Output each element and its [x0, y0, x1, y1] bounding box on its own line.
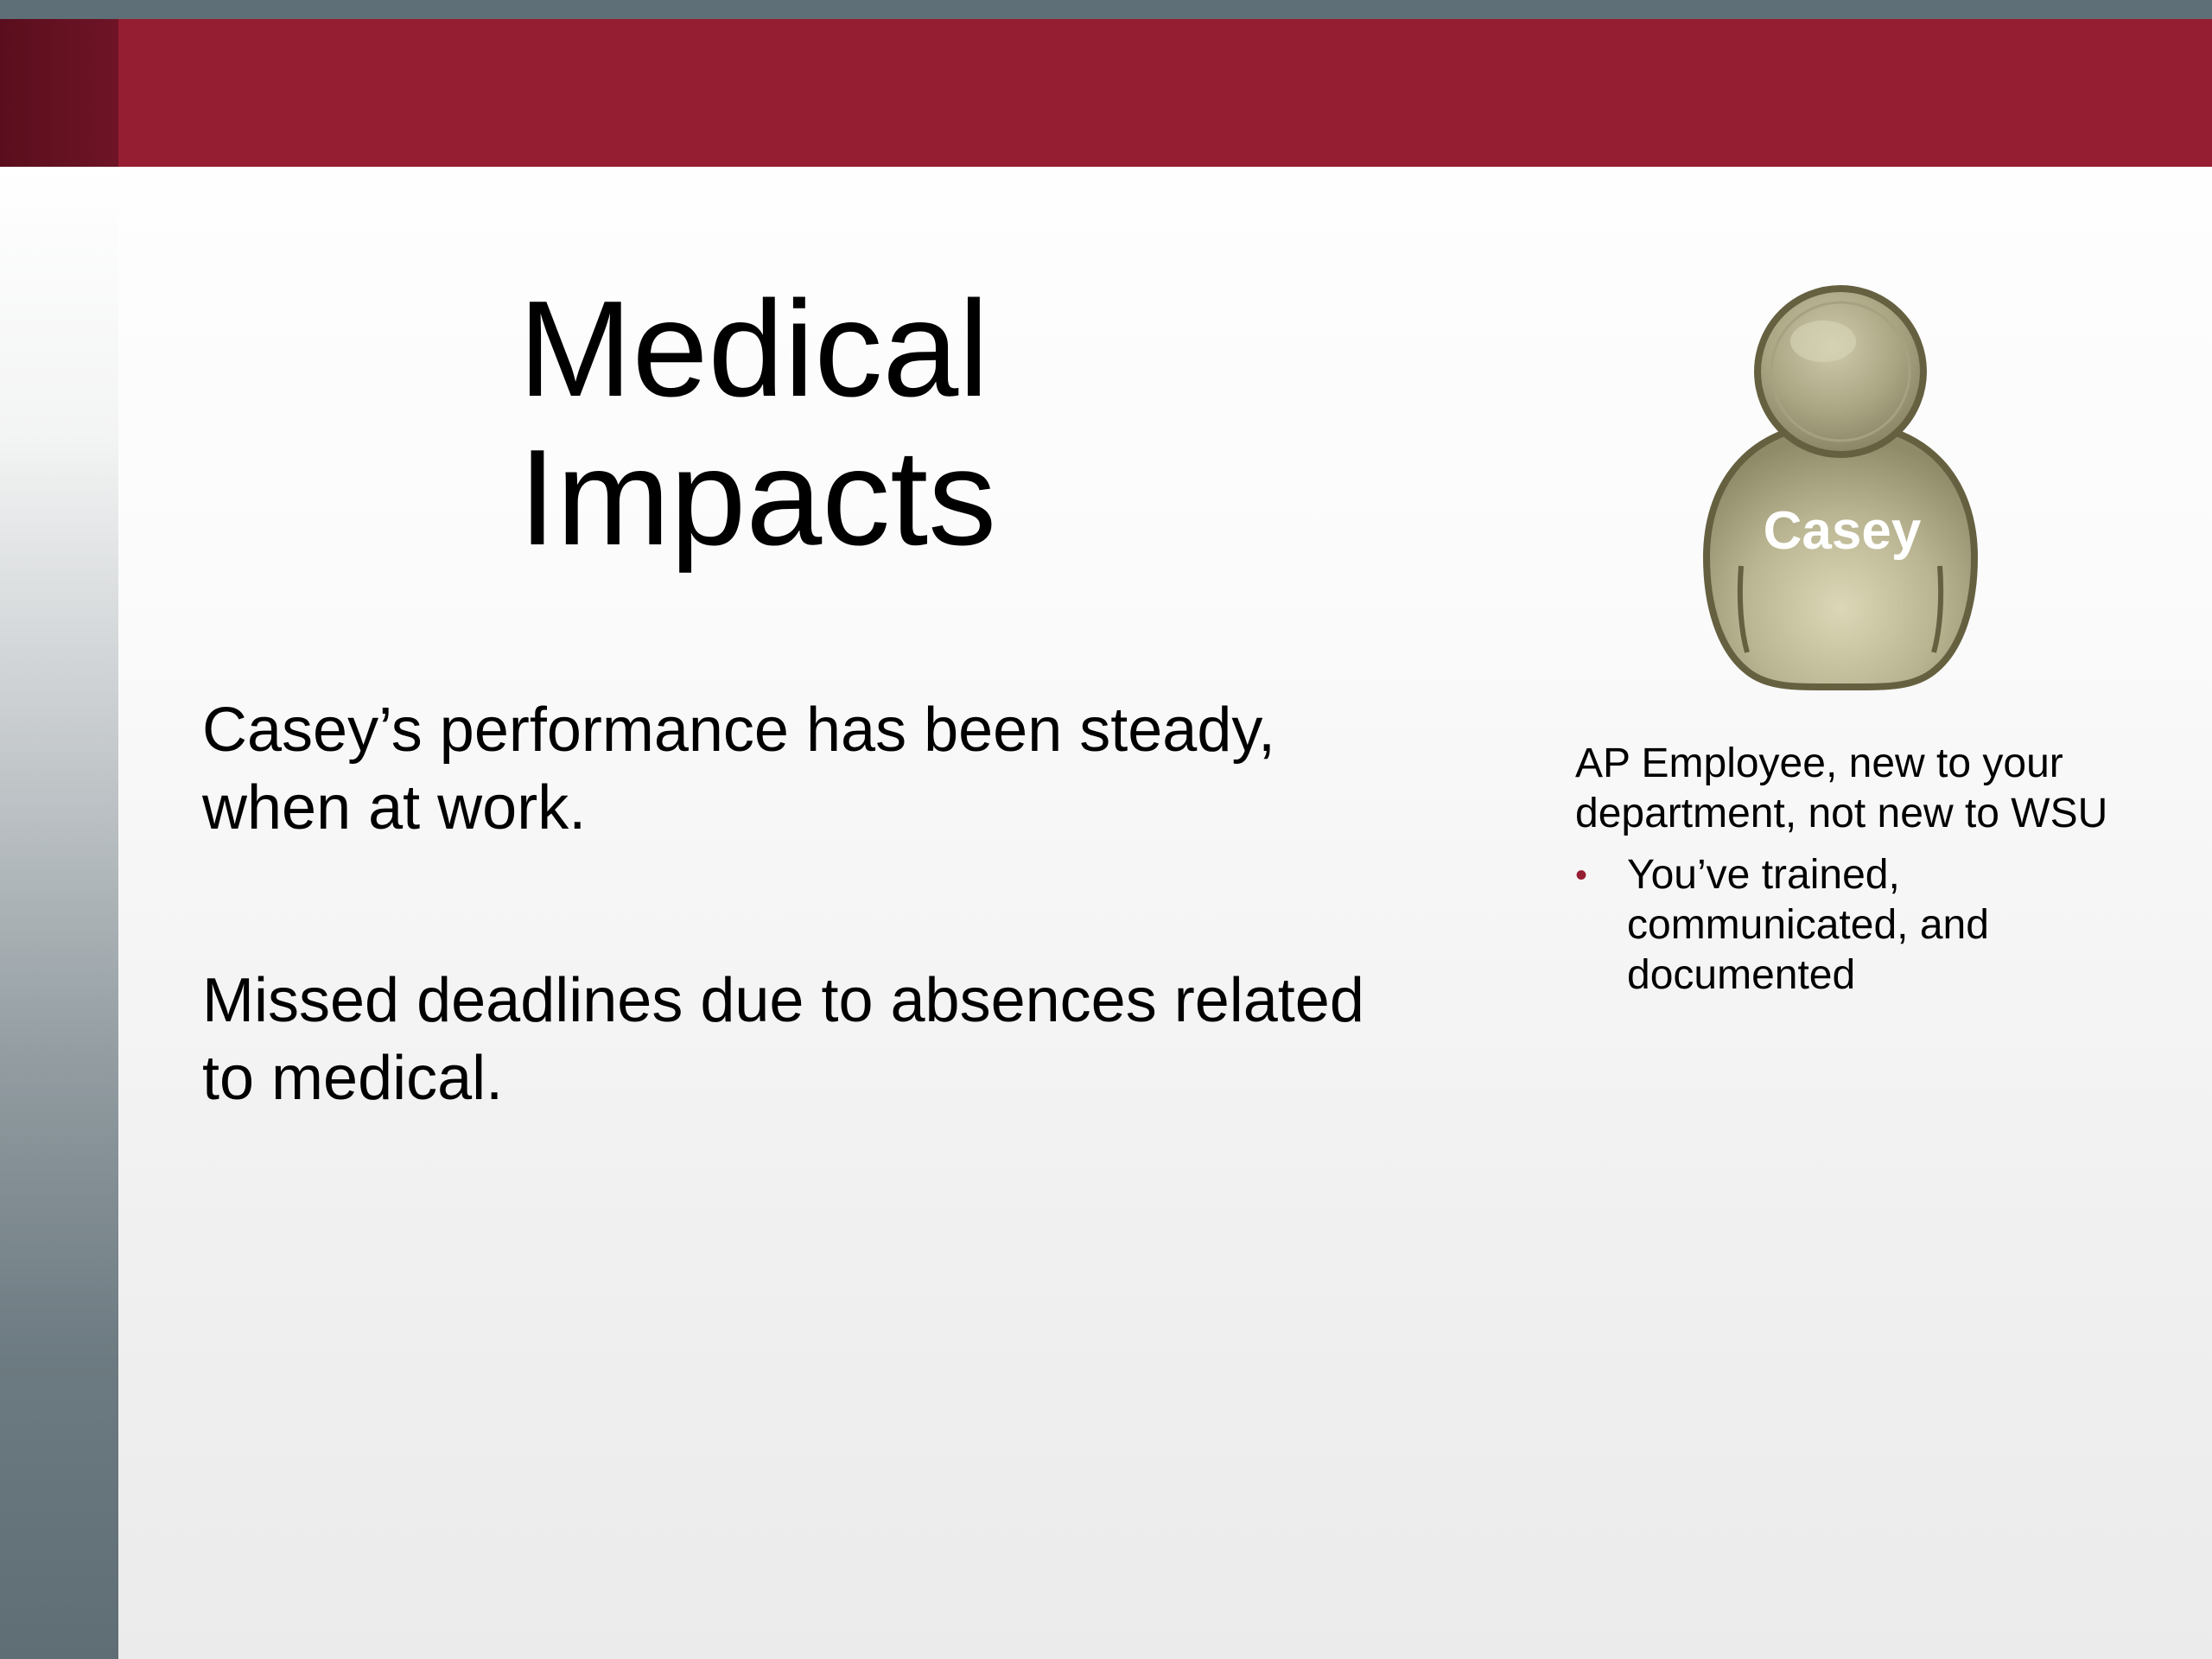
- body-paragraph-1: Casey’s performance has been steady, when at work.: [202, 696, 1276, 842]
- bullet-dot-icon: •: [1575, 856, 1588, 894]
- slide-title: [518, 275, 1123, 572]
- avatar-head: [1758, 289, 1923, 454]
- side-intro-text: AP Employee, new to your department, not new to WSU: [1575, 741, 2108, 836]
- top-strip: [0, 0, 2212, 19]
- side-bullet-item: [1575, 850, 2145, 1001]
- left-sidebar-bar: [0, 167, 118, 1659]
- side-bullet-list: [1575, 850, 2145, 1001]
- header-band: [0, 19, 2212, 167]
- body-paragraph-2: Missed deadlines due to absences related to medical.: [202, 966, 1364, 1113]
- slide-title-line-1: Medical: [518, 273, 989, 425]
- header-corner-block: [0, 19, 118, 167]
- side-bullet-text: You’ve trained, communicated, and documented: [1627, 852, 1989, 998]
- avatar-head-highlight: [1790, 321, 1856, 362]
- slide-title-line-2: Impacts: [518, 422, 997, 574]
- person-icon: [1694, 281, 1987, 696]
- avatar-label: Casey: [1763, 501, 1922, 561]
